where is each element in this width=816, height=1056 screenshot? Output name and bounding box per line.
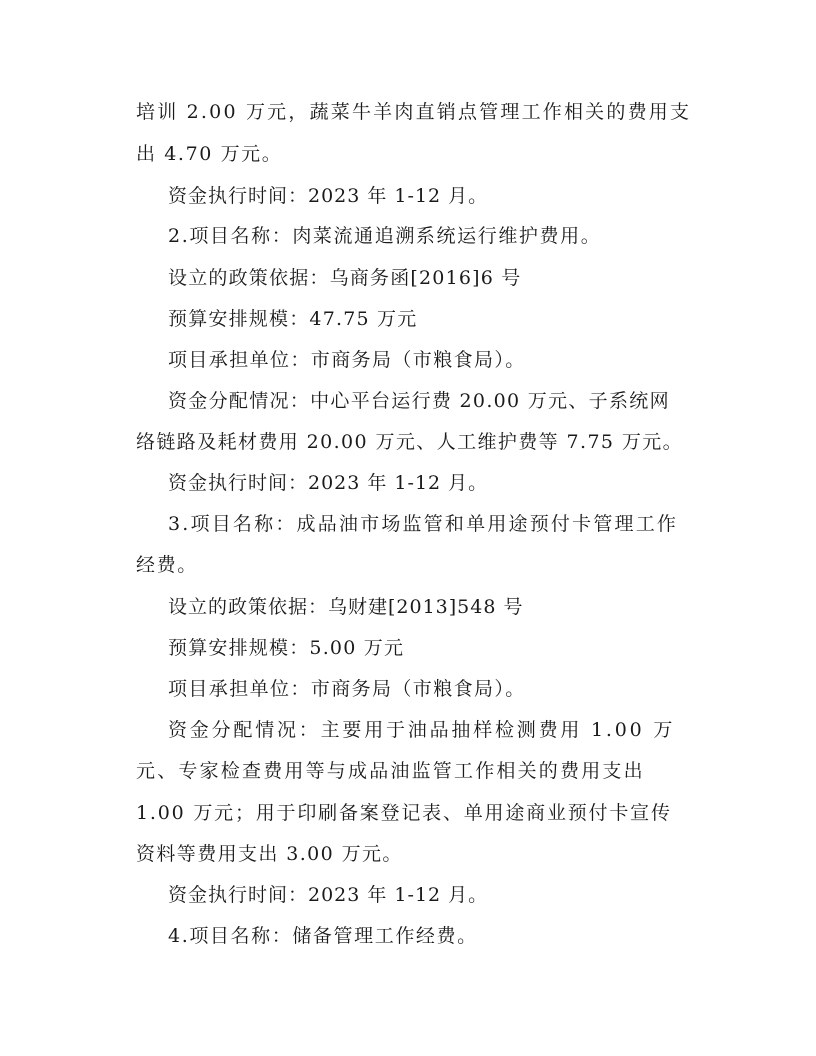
project-heading: 3.项目名称：成品油市场监管和单用途预付卡管理工作 xyxy=(168,513,679,535)
project-heading: 4.项目名称：储备管理工作经费。 xyxy=(168,925,478,947)
text-line: 项目承担单位：市商务局（市粮食局）。 xyxy=(168,678,526,700)
text-line: 设立的政策依据：乌财建[2013]548 号 xyxy=(168,596,524,618)
text-line: 资金分配情况：主要用于油品抽样检测费用 1.00 万 xyxy=(168,719,676,741)
text-line: 元、专家检查费用等与成品油监管工作相关的费用支出 xyxy=(136,760,645,782)
text-line: 资料等费用支出 3.00 万元。 xyxy=(136,843,403,865)
text-line: 经费。 xyxy=(136,554,198,576)
text-line: 项目承担单位：市商务局（市粮食局）。 xyxy=(168,349,526,371)
text-line: 资金执行时间：2023 年 1-12 月。 xyxy=(168,884,489,906)
text-line: 1.00 万元；用于印刷备案登记表、单用途商业预付卡宣传 xyxy=(136,802,672,824)
text-line: 预算安排规模：47.75 万元 xyxy=(168,308,418,330)
text-line: 培训 2.00 万元，蔬菜牛羊肉直销点管理工作相关的费用支 xyxy=(136,101,692,123)
text-line: 设立的政策依据：乌商务函[2016]6 号 xyxy=(168,267,522,289)
text-line: 出 4.70 万元。 xyxy=(136,143,283,165)
text-line: 络链路及耗材费用 20.00 万元、人工维护费等 7.75 万元。 xyxy=(136,431,684,453)
project-heading: 2.项目名称：肉菜流通追溯系统运行维护费用。 xyxy=(168,225,602,247)
text-line: 预算安排规模：5.00 万元 xyxy=(168,637,405,659)
text-line: 资金执行时间：2023 年 1-12 月。 xyxy=(168,185,489,207)
text-line: 资金执行时间：2023 年 1-12 月。 xyxy=(168,472,489,494)
text-line: 资金分配情况：中心平台运行费 20.00 万元、子系统网 xyxy=(168,390,670,412)
